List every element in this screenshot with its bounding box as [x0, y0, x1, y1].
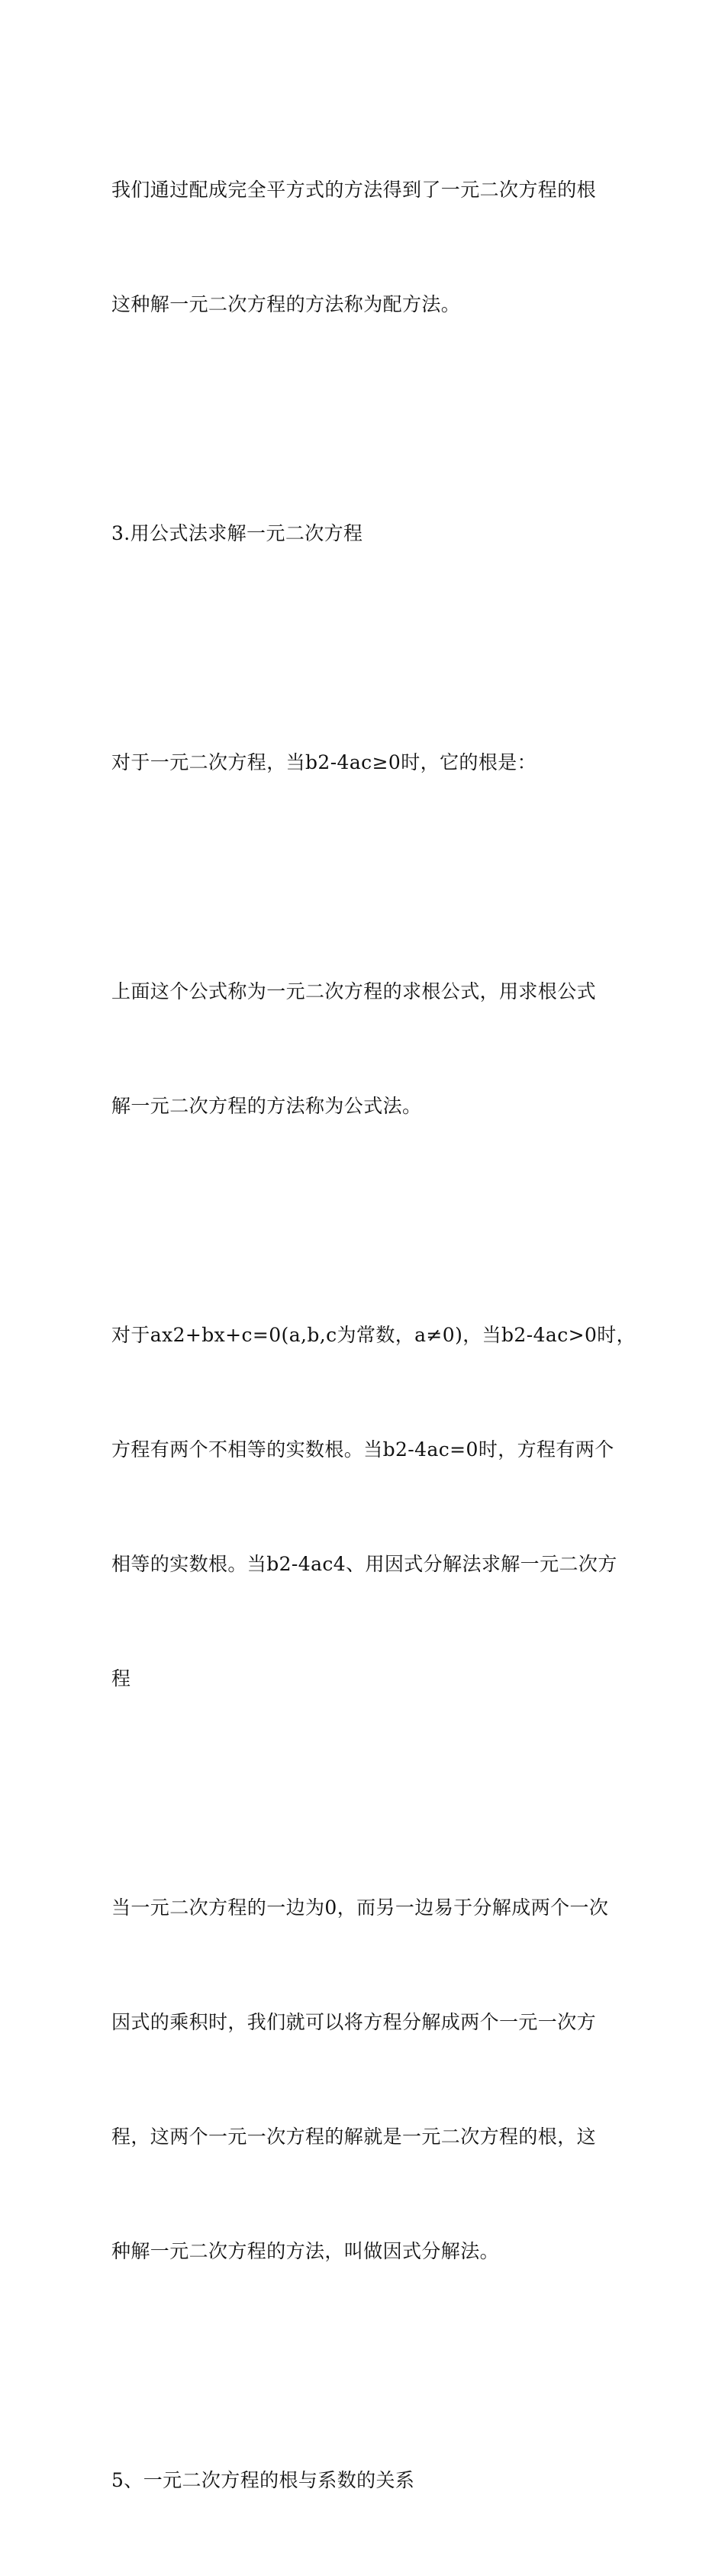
text-line: 方程有两个不相等的实数根。当b2-4ac=0时，方程有两个	[111, 1438, 614, 1461]
text-line: 上面这个公式称为一元二次方程的求根公式，用求根公式	[111, 980, 597, 1002]
paragraph-roots-condition	[111, 667, 619, 858]
paragraph-completing-square	[111, 95, 619, 400]
text-line: 程	[111, 1667, 131, 1690]
paragraph-gap	[111, 629, 619, 667]
paragraph-gap	[111, 2347, 619, 2385]
text-line: 因式的乘积时，我们就可以将方程分解成两个一元一次方	[111, 2011, 597, 2033]
text-line: 解一元二次方程的方法称为公式法。	[111, 1095, 422, 1117]
text-line: 程，这两个一元一次方程的解就是一元二次方程的根，这	[111, 2126, 597, 2148]
paragraph-gap	[111, 1774, 619, 1813]
text-line: 对于一元二次方程，当b2-4ac≥0时，它的根是：	[111, 751, 537, 773]
text-line: 这种解一元二次方程的方法称为配方法。	[111, 293, 461, 315]
heading-formula-method	[111, 438, 619, 629]
paragraph-discriminant	[111, 1240, 636, 1774]
paragraph-gap	[111, 1202, 619, 1240]
document-page	[111, 95, 636, 2576]
paragraph-gap	[111, 400, 619, 438]
paragraph-factorization	[111, 1813, 619, 2347]
section-heading: 5、一元二次方程的根与系数的关系	[111, 2469, 415, 2491]
text-line: 我们通过配成完全平方式的方法得到了一元二次方程的根	[111, 179, 597, 201]
section-heading: 3.用公式法求解一元二次方程	[111, 522, 363, 544]
heading-roots-coefficients	[111, 2385, 619, 2576]
paragraph-gap	[111, 858, 619, 896]
text-line: 当一元二次方程的一边为0，而另一边易于分解成两个一次	[111, 1896, 609, 1919]
text-line: 种解一元二次方程的方法，叫做因式分解法。	[111, 2240, 500, 2262]
text-line: 相等的实数根。当b2-4ac4、用因式分解法求解一元二次方	[111, 1553, 617, 1575]
text-line: 对于ax2+bx+c=0(a,b,c为常数，a≠0)，当b2-4ac>0时，	[111, 1324, 636, 1346]
paragraph-root-formula	[111, 896, 619, 1202]
